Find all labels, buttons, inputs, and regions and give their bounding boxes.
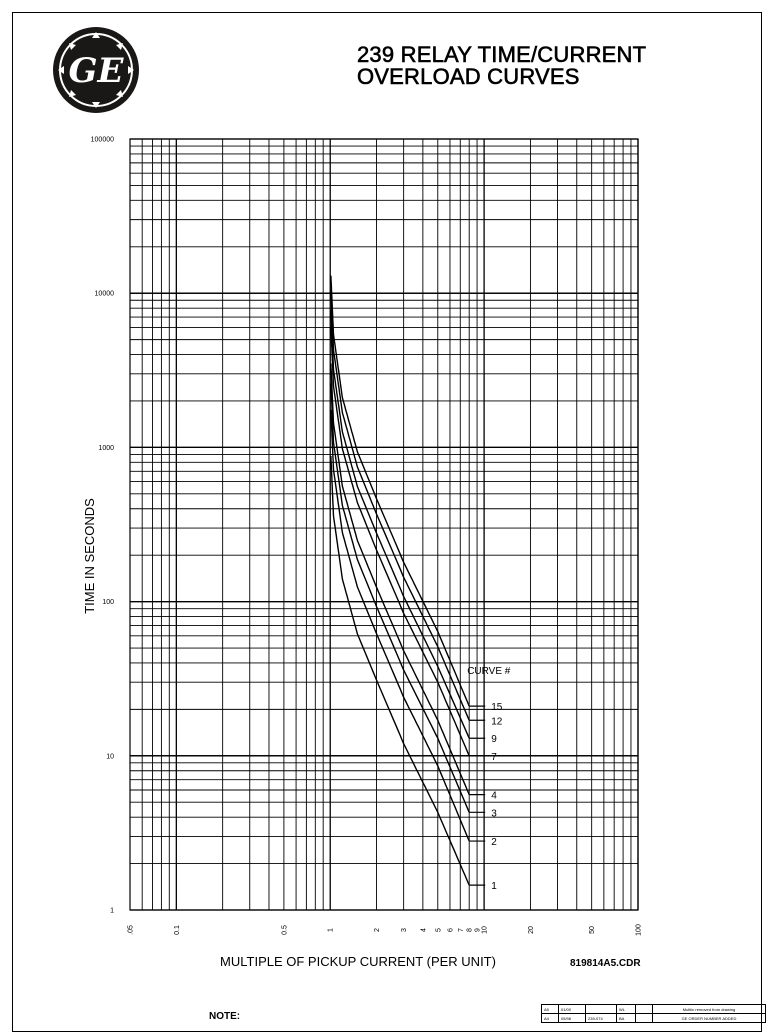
revision-cell: BA <box>617 1014 636 1023</box>
x-tick-label: 100 <box>635 924 643 936</box>
curve-label: 4 <box>491 790 497 802</box>
revision-cell: 01/00 <box>559 1005 586 1014</box>
x-tick-label: 3 <box>401 928 409 932</box>
revision-cell: 05/98 <box>559 1014 586 1023</box>
x-tick-label: 20 <box>527 926 535 934</box>
title-line-2: OVERLOAD CURVES <box>357 64 580 89</box>
x-tick-label: 6 <box>447 928 455 932</box>
x-tick-label: 1 <box>327 928 335 932</box>
y-tick-label: 100 <box>102 599 114 607</box>
drawing-number: 819814A5.CDR <box>570 958 641 969</box>
revision-cell: A4 <box>542 1014 559 1023</box>
curve-labels <box>467 666 511 892</box>
x-tick-label: 5 <box>435 928 443 932</box>
note-label: NOTE: <box>209 1011 241 1022</box>
y-axis-label: TIME IN SECONDS <box>82 498 97 614</box>
revision-cell <box>586 1005 617 1014</box>
revision-cell: GE ORDER NUMBER ADDED <box>653 1014 766 1023</box>
revision-table <box>541 1004 766 1023</box>
y-tick-label: 1 <box>110 907 114 915</box>
logo-text: GE <box>68 51 124 91</box>
curve-label: 3 <box>491 808 497 820</box>
curve-label: 9 <box>491 734 497 746</box>
revision-cell <box>636 1014 653 1023</box>
y-tick-label: 100000 <box>90 136 114 144</box>
x-tick-label: 9 <box>474 928 482 932</box>
x-tick-label: 2 <box>374 928 382 932</box>
curve-label: 15 <box>491 702 503 714</box>
revision-row <box>542 1014 766 1023</box>
curve-label: 7 <box>491 751 497 763</box>
x-tick-label: 8 <box>466 928 474 932</box>
revision-cell: 239-074 <box>586 1014 617 1023</box>
x-tick-label: 10 <box>481 926 489 934</box>
x-tick-label: 0.5 <box>281 925 289 935</box>
x-tick-label: 0.1 <box>173 925 181 935</box>
title-line-1: 239 RELAY TIME/CURRENT <box>357 42 647 67</box>
x-tick-labels <box>128 924 643 936</box>
curve-line-4 <box>331 364 469 795</box>
revision-cell: WL <box>617 1005 636 1014</box>
x-tick-label: 7 <box>457 928 465 932</box>
y-tick-label: 10000 <box>94 290 114 298</box>
curve-lines <box>331 276 469 886</box>
curve-label: 12 <box>491 716 503 728</box>
legend-title: CURVE # <box>467 665 511 677</box>
revision-cell <box>636 1005 653 1014</box>
x-axis-label: MULTIPLE OF PICKUP CURRENT (PER UNIT) <box>220 954 496 969</box>
x-tick-label: .05 <box>127 925 135 935</box>
revision-cell: Multiin removed from drawing <box>653 1005 766 1014</box>
x-tick-label: 4 <box>420 928 428 932</box>
curve-label: 1 <box>491 881 497 893</box>
curve-label: 2 <box>491 837 497 849</box>
x-tick-label: 50 <box>589 926 597 934</box>
plot-frame <box>130 139 638 910</box>
revision-row <box>542 1005 766 1014</box>
revision-cell: A5 <box>542 1005 559 1014</box>
y-tick-label: 1000 <box>98 444 114 452</box>
y-tick-label: 10 <box>106 753 114 761</box>
chart-grid <box>130 139 638 910</box>
